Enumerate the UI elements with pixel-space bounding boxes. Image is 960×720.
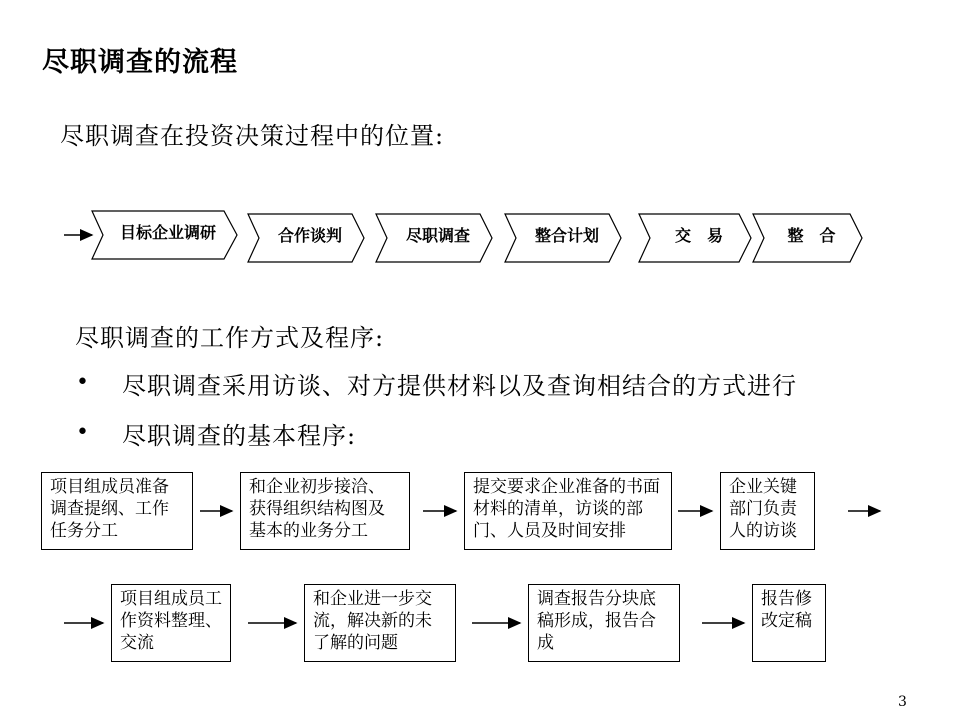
chevron-label-3: 尽职调查 [405,226,470,245]
bullet-item-1: 尽职调查采用访谈、对方提供材料以及查询相结合的方式进行 [122,372,797,400]
procedure-step-6: 和企业进一步交流，解决新的未了解的问题 [304,584,456,662]
procedure-step-5: 项目组成员工作资料整理、交流 [111,584,231,662]
chevron-label-2: 合作谈判 [277,226,342,245]
procedure-step-7: 调查报告分块底稿形成，报告合成 [528,584,680,662]
bullet-marker: • [76,420,89,445]
bullet-item-2: 尽职调查的基本程序: [122,422,357,450]
chevron-label-4: 整合计划 [534,226,599,245]
procedure-step-1: 项目组成员准备调查提纲、工作任务分工 [41,472,193,550]
procedure-step-8: 报告修改定稿 [752,584,826,662]
procedure-step-3: 提交要求企业准备的书面材料的清单，访谈的部门、人员及时间安排 [464,472,672,550]
page-title: 尽职调查的流程 [42,47,238,78]
chevron-label-6: 整 合 [787,226,836,245]
page-number: 3 [898,694,907,710]
chevron-label-1: 目标企业调研 [119,223,216,242]
bullet-marker: • [76,370,89,395]
section-heading-method: 尽职调查的工作方式及程序: [75,324,385,352]
procedure-step-2: 和企业初步接洽、获得组织结构图及基本的业务分工 [240,472,410,550]
section-heading-position: 尽职调查在投资决策过程中的位置: [60,122,445,150]
procedure-step-4: 企业关键部门负责人的访谈 [720,472,815,550]
chevron-label-5: 交 易 [674,226,723,245]
